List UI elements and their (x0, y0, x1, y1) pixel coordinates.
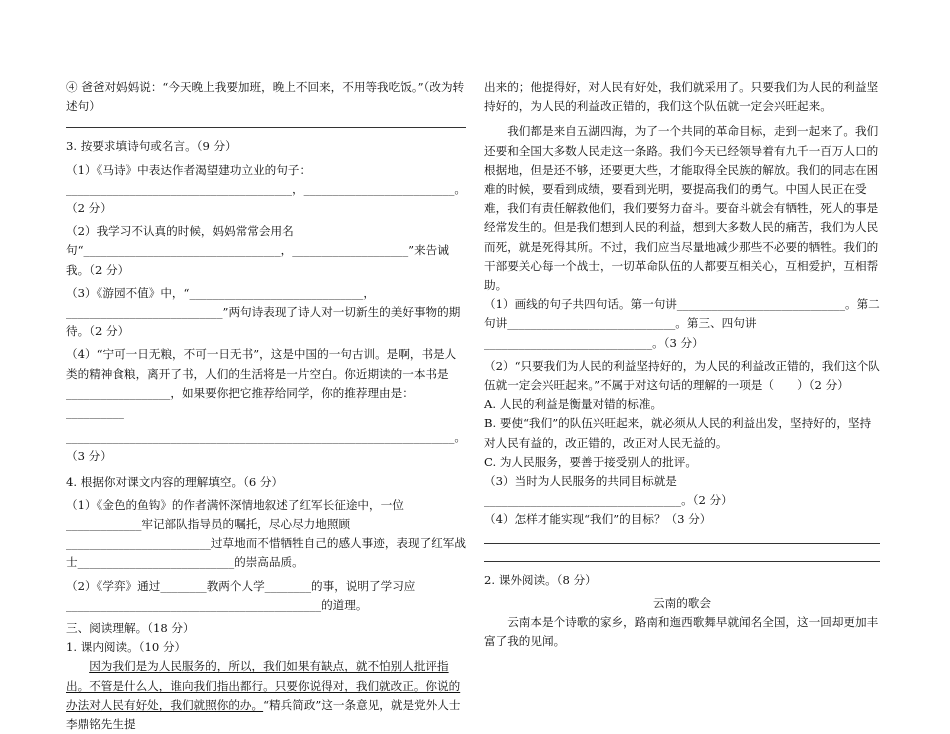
reading-1-passage (66, 657, 466, 734)
reading-question-1: （1）画线的句子共四句话。第一句讲_____________________________。第二句讲_____________________________。第三、四句讲_____________________________。（3 分） (484, 297, 880, 350)
section-3-title: 3. 按要求填诗句或名言。（9 分） (66, 139, 237, 154)
left-column (66, 78, 466, 734)
right-column (484, 78, 880, 651)
answer-line (66, 126, 466, 128)
section-4-title: 4. 根据你对课文内容的理解填空。（6 分） (66, 474, 284, 489)
fill-question-2: （2）《学弈》通过________教两个人学________的事，说明了学习应____________________________________________的道理。 (66, 578, 416, 612)
answer-line-2 (484, 560, 880, 562)
reading-1-title: 1. 课内阅读。（10 分） (66, 640, 187, 655)
story-title: 云南的歌会 (653, 595, 711, 610)
poem-question-2: （2）我学习不认真的时候，妈妈常常会用名句“__________________________________，____________________”来告诫我。（2 分） (66, 224, 449, 277)
story-paragraph-1: 云南本是个诗歌的家乡，路南和迤西歌舞早就闻名全国，这一回却更加丰富了我的见闻。 (484, 615, 879, 649)
reading-2-title: 2. 课外阅读。（8 分） (484, 572, 597, 587)
underlined-sentences: 因为我们是为人民服务的，所以，我们如果有缺点，就不怕别人批评指出。不管是什么人，谁向我们指出都行。只要你说得对，我们就改正。你说的办法对人民有好处，我们就照你的办。 (66, 659, 461, 712)
poem-question-4: （4）“宁可一日无粮，不可一日无书”，这是中国的一句古训。是啊，书是人类的精神食粮，离开了书，人们的生活将是一片空白。你近期读的一本书是__________________，如果要你把它推荐给同学，你的推荐理由是：__________ (66, 347, 457, 420)
reading-question-2: （2）“只要我们为人民的利益坚持好的，为人民的利益改正错的，我们这个队伍就一定会兴旺起来。”不属于对这句话的理解的一项是（ ）（2 分） (484, 358, 880, 393)
rewrite-item-4: ④ 爸爸对妈妈说：“今天晚上我要加班，晚上不回来，不用等我吃饭。”（改为转述句） (66, 80, 465, 114)
passage-paragraph-1: 出来的；他提得好，对人民有好处，我们就采用了。只要我们为人民的利益坚持好的，为人民的利益改正错的，我们这个队伍就一定会兴旺起来。 (484, 80, 879, 114)
passage-continuation: “精兵简政”这一条意见，就是党外人士李鼎铭先生提 (66, 697, 461, 732)
passage-paragraph-2: 我们都是来自五湖四海，为了一个共同的革命目标，走到一起来了。我们还要和全国大多数人民走这一条路。我们今天已经领导着有九千一百万人口的根据地，但是还不够，还要更大些，才能取得全民族的解放。我们的同志在困难的时候，要看到成绩，要看到光明，要提高我们的勇气。中国人民正在受难，我们有责任解救他们，我们要努力奋斗。要奋斗就会有牺牲，死人的事是经常发生的。但是我们想到人民的利益，想到大多数人民的痛苦，我们为人民而死，就是死得其所。不过，我们应当尽量地减少那些不必要的牺牲。我们的干部要关心每一个战士，一切革命队伍的人都要互相关心，互相爱护，互相帮助。 (484, 124, 879, 293)
poem-question-3: （3）《游园不值》中，“______________________________，___________________________”两句诗表现了诗人对一切新生的美好事物的期待。（2 分） (66, 285, 461, 339)
option-b: B. 要使“我们”的队伍兴旺起来，就必须从人民的利益出发，坚持好的，坚持对人民有益的，改正错的，改正对人民无益的。 (484, 416, 872, 450)
reading-question-3: （3）当时为人民服务的共同目标就是__________________________________。（2 分） (484, 474, 733, 508)
option-a: A. 人民的利益是衡量对错的标准。 (484, 397, 663, 412)
poem-question-1: （1）《马诗》中表达作者渴望建功立业的句子：_______________________________________，__________________________。（2 分） (66, 162, 466, 216)
poem-question-4-line: ___________________________________________________________________。（3 分） (66, 430, 466, 464)
option-c: C. 为人民服务，要善于接受别人的批评。 (484, 454, 697, 469)
fill-question-1: （1）《金色的鱼钩》的作者满怀深情地叙述了红军长征途中，一位_____________牢记部队指导员的嘱托，尽心尽力地照顾_________________________过草地而不惜牺牲自己的感人事迹，表现了红军战士___________________________的崇高品质。 (66, 497, 466, 570)
reading-question-4: （4）怎样才能实现“我们”的目标？（3 分） (484, 512, 712, 527)
answer-line-1 (484, 542, 880, 544)
reading-section-title: 三、阅读理解。（18 分） (66, 621, 195, 636)
